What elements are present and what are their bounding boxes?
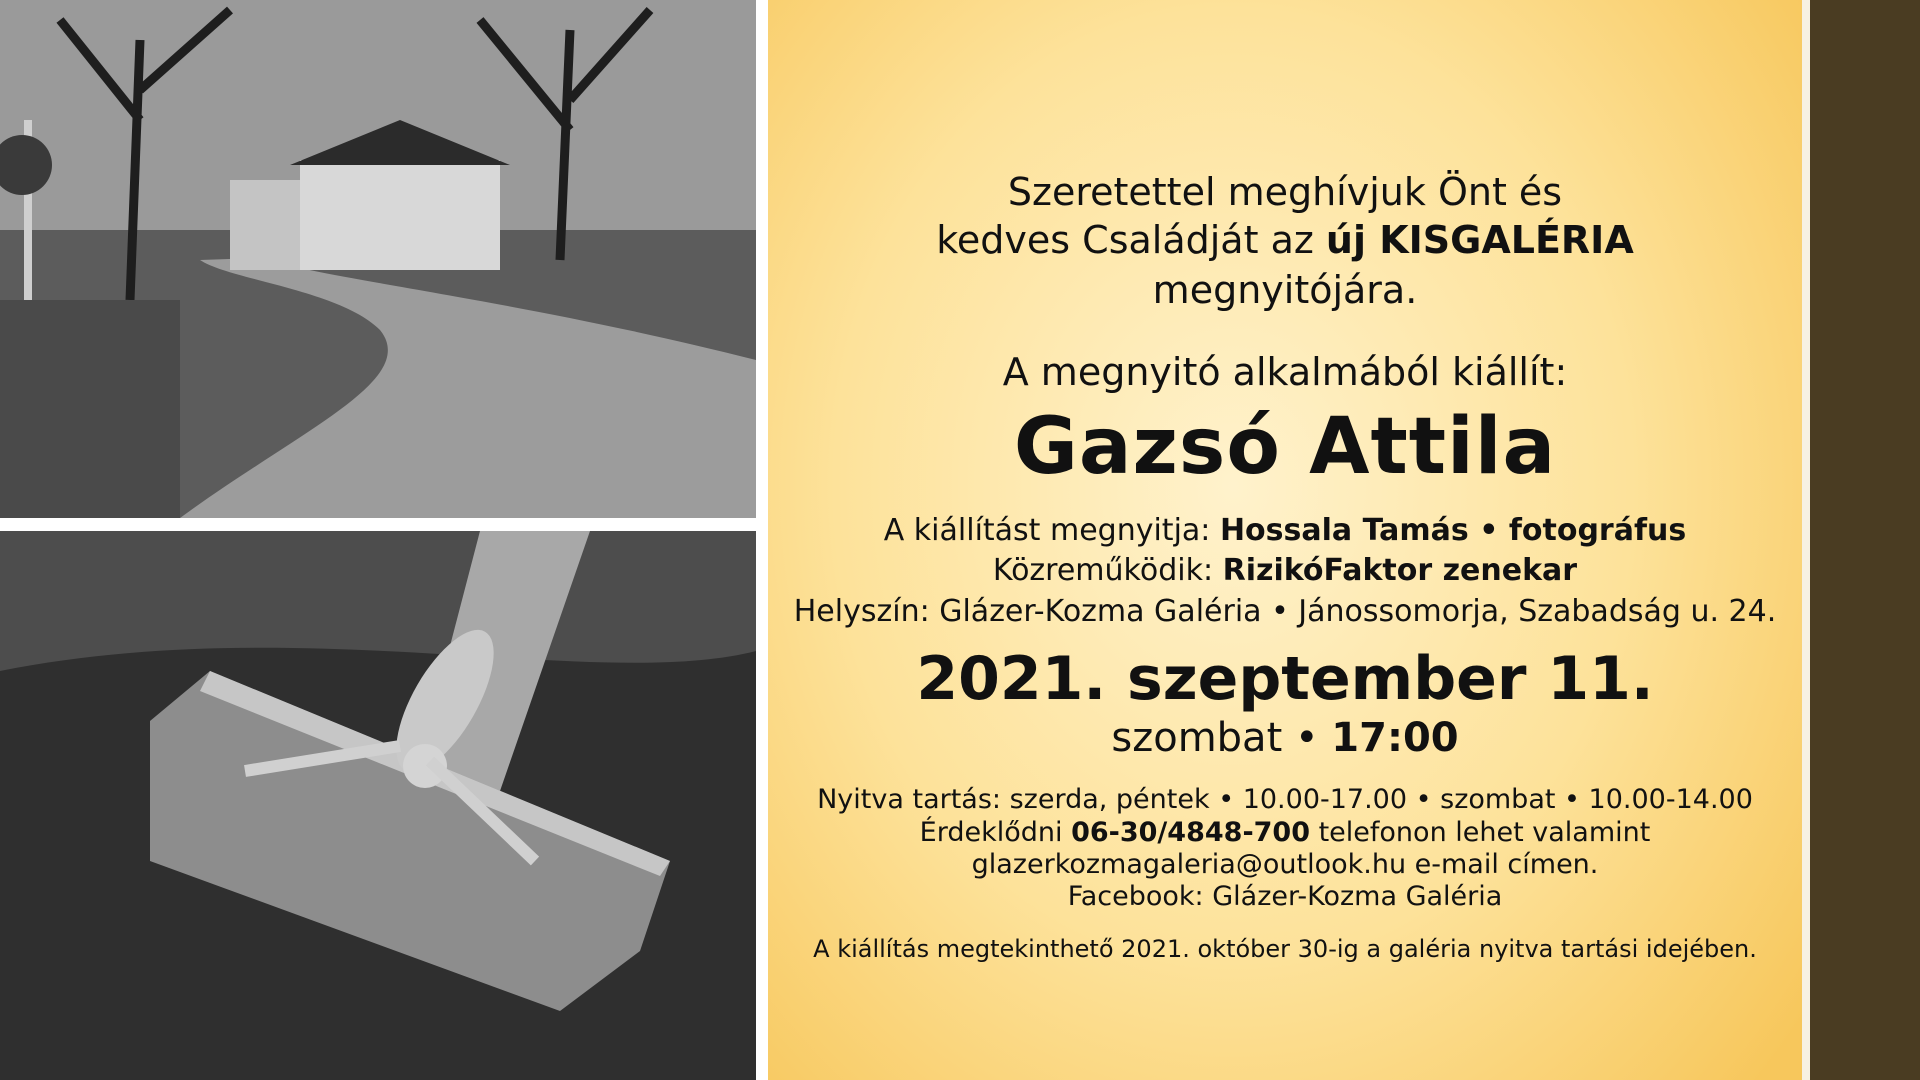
gallery-name: új KISGALÉRIA — [1325, 218, 1634, 262]
fallen-crucifix-photo — [0, 531, 756, 1080]
opener-line — [768, 513, 1802, 548]
opening-hours: Nyitva tartás: szerda, péntek • 10.00-17.00 • szombat • 10.00-14.00 — [817, 784, 1753, 815]
event-day: szombat • — [1111, 715, 1332, 761]
intro-line-3: megnyitójára. — [1152, 268, 1418, 312]
intro-line-2-text: kedves Családját az — [936, 218, 1326, 262]
contact-prefix: Érdeklődni — [919, 817, 1072, 848]
contributor-line — [768, 553, 1802, 588]
right-brown-bar — [1810, 0, 1920, 1080]
contact-line — [768, 817, 1802, 848]
event-time: 17:00 — [1331, 715, 1459, 761]
panel-edge-stripe — [1802, 0, 1810, 1080]
contact-suffix: telefonon lehet valamint — [1310, 817, 1651, 848]
contributor-label: Közreműködik: — [992, 553, 1223, 588]
facebook-line: Facebook: Glázer-Kozma Galéria — [1067, 881, 1503, 912]
closing-note: A kiállítás megtekinthető 2021. október 30-ig a galéria nyitva tartási idejében. — [813, 935, 1757, 963]
intro-line-2 — [768, 218, 1802, 262]
opener-name: Hossala Tamás • fotográfus — [1219, 513, 1687, 548]
photo-column — [0, 0, 756, 1080]
photo-separator — [756, 0, 768, 1080]
village-road-photo — [0, 0, 756, 518]
email-line: glazerkozmagaleria@outlook.hu e-mail címen. — [971, 849, 1599, 880]
phone-number: 06-30/4848-700 — [1071, 817, 1311, 848]
event-time-line — [768, 715, 1802, 761]
intro-line-1: Szeretettel meghívjuk Önt és — [1007, 170, 1563, 214]
occasion-line: A megnyitó alkalmából kiállít: — [1002, 350, 1568, 394]
event-date: 2021. szeptember 11. — [916, 644, 1654, 714]
contributor-name: RizikóFaktor zenekar — [1222, 553, 1578, 588]
opener-label: A kiállítást megnyitja: — [883, 513, 1220, 548]
artist-name: Gazsó Attila — [1013, 402, 1557, 492]
venue-line: Helyszín: Glázer-Kozma Galéria • Jánossomorja, Szabadság u. 24. — [793, 594, 1777, 629]
